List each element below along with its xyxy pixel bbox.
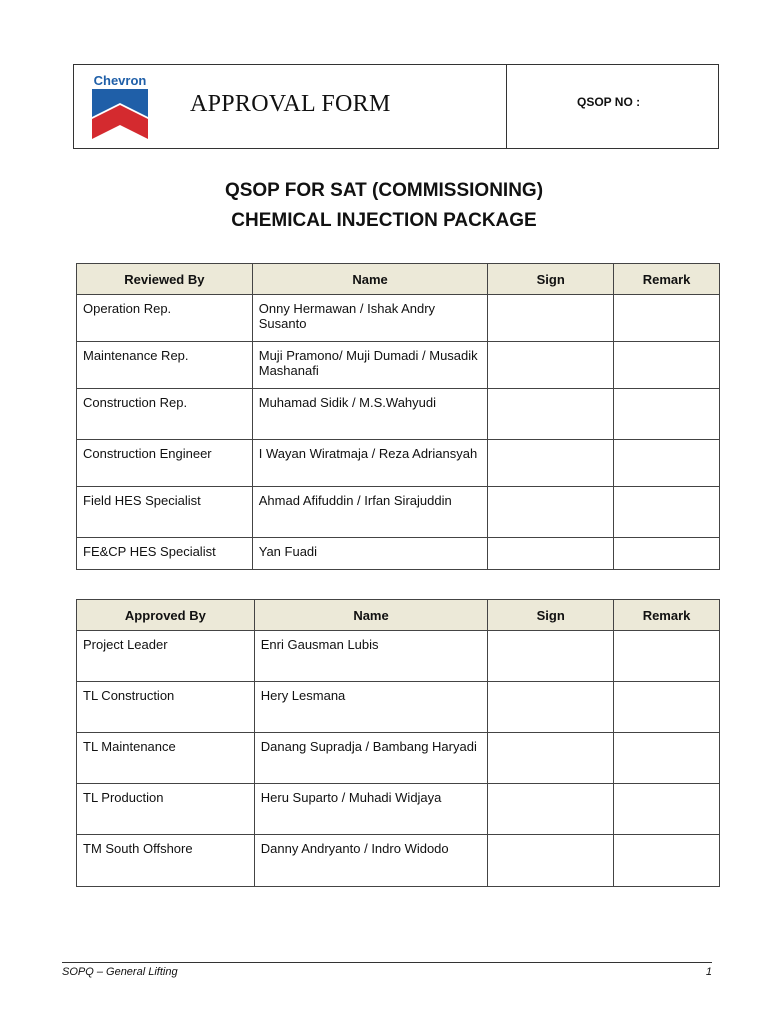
logo-wordmark: Chevron bbox=[93, 73, 147, 88]
sign-cell[interactable] bbox=[488, 538, 614, 570]
name-cell: Ahmad Afifuddin / Irfan Sirajuddin bbox=[252, 487, 488, 538]
name-cell: I Wayan Wiratmaja / Reza Adriansyah bbox=[252, 440, 488, 487]
table-row bbox=[77, 835, 720, 887]
sign-cell[interactable] bbox=[488, 682, 614, 733]
header-cell: Sign bbox=[488, 600, 614, 631]
sign-cell[interactable] bbox=[488, 440, 614, 487]
remark-cell[interactable] bbox=[614, 784, 720, 835]
name-cell: Yan Fuadi bbox=[252, 538, 488, 570]
header-cell: Approved By bbox=[77, 600, 255, 631]
footer-page-number: 1 bbox=[705, 966, 712, 978]
header-cell: Sign bbox=[488, 264, 614, 295]
sign-cell[interactable] bbox=[488, 389, 614, 440]
remark-cell[interactable] bbox=[614, 389, 720, 440]
role-cell: Field HES Specialist bbox=[77, 487, 253, 538]
header-cell: Remark bbox=[614, 264, 720, 295]
footer-document-name: SOPQ – General Lifting bbox=[62, 966, 178, 978]
table-row bbox=[77, 733, 720, 784]
table-row bbox=[77, 631, 720, 682]
remark-cell[interactable] bbox=[614, 342, 720, 389]
header-left-cell bbox=[74, 65, 507, 148]
remark-cell[interactable] bbox=[614, 440, 720, 487]
name-cell: Heru Suparto / Muhadi Widjaya bbox=[254, 784, 488, 835]
remark-cell[interactable] bbox=[614, 295, 720, 342]
table-header-row bbox=[77, 600, 720, 631]
role-cell: Operation Rep. bbox=[77, 295, 253, 342]
name-cell: Danny Andryanto / Indro Widodo bbox=[254, 835, 488, 887]
remark-cell[interactable] bbox=[614, 733, 720, 784]
role-cell: TM South Offshore bbox=[77, 835, 255, 887]
table-row bbox=[77, 342, 720, 389]
name-cell: Hery Lesmana bbox=[254, 682, 488, 733]
remark-cell[interactable] bbox=[614, 631, 720, 682]
table-row bbox=[77, 538, 720, 570]
name-cell: Enri Gausman Lubis bbox=[254, 631, 488, 682]
header-cell: Remark bbox=[614, 600, 720, 631]
role-cell: FE&CP HES Specialist bbox=[77, 538, 253, 570]
header-cell: Name bbox=[254, 600, 488, 631]
sign-cell[interactable] bbox=[488, 295, 614, 342]
chevron-emblem-icon bbox=[88, 73, 152, 141]
table-header-row bbox=[77, 264, 720, 295]
role-cell: TL Production bbox=[77, 784, 255, 835]
document-title-line1: QSOP FOR SAT (COMMISSIONING) bbox=[224, 180, 544, 201]
remark-cell[interactable] bbox=[614, 487, 720, 538]
remark-cell[interactable] bbox=[614, 538, 720, 570]
form-title: APPROVAL FORM bbox=[190, 91, 391, 117]
role-cell: Construction Rep. bbox=[77, 389, 253, 440]
sign-cell[interactable] bbox=[488, 733, 614, 784]
role-cell: Project Leader bbox=[77, 631, 255, 682]
header-box bbox=[73, 64, 719, 149]
remark-cell[interactable] bbox=[614, 682, 720, 733]
name-cell: Onny Hermawan / Ishak Andry Susanto bbox=[252, 295, 488, 342]
reviewed-table bbox=[76, 263, 720, 570]
header-right-cell bbox=[507, 65, 718, 148]
role-cell: TL Construction bbox=[77, 682, 255, 733]
qsop-no-label: QSOP NO : bbox=[577, 95, 641, 109]
document-title-line2: CHEMICAL INJECTION PACKAGE bbox=[231, 210, 537, 231]
table-row bbox=[77, 487, 720, 538]
sign-cell[interactable] bbox=[488, 631, 614, 682]
remark-cell[interactable] bbox=[614, 835, 720, 887]
sign-cell[interactable] bbox=[488, 487, 614, 538]
name-cell: Muhamad Sidik / M.S.Wahyudi bbox=[252, 389, 488, 440]
sign-cell[interactable] bbox=[488, 342, 614, 389]
role-cell: Construction Engineer bbox=[77, 440, 253, 487]
name-cell: Danang Supradja / Bambang Haryadi bbox=[254, 733, 488, 784]
sign-cell[interactable] bbox=[488, 835, 614, 887]
chevron-logo bbox=[88, 73, 152, 141]
header-cell: Name bbox=[252, 264, 488, 295]
table-row bbox=[77, 295, 720, 342]
table-row bbox=[77, 784, 720, 835]
table-row bbox=[77, 440, 720, 487]
table-row bbox=[77, 682, 720, 733]
approved-table bbox=[76, 599, 720, 887]
name-cell: Muji Pramono/ Muji Dumadi / Musadik Mashanafi bbox=[252, 342, 488, 389]
role-cell: TL Maintenance bbox=[77, 733, 255, 784]
table-row bbox=[77, 389, 720, 440]
footer-divider bbox=[62, 962, 712, 963]
header-cell: Reviewed By bbox=[77, 264, 253, 295]
sign-cell[interactable] bbox=[488, 784, 614, 835]
role-cell: Maintenance Rep. bbox=[77, 342, 253, 389]
